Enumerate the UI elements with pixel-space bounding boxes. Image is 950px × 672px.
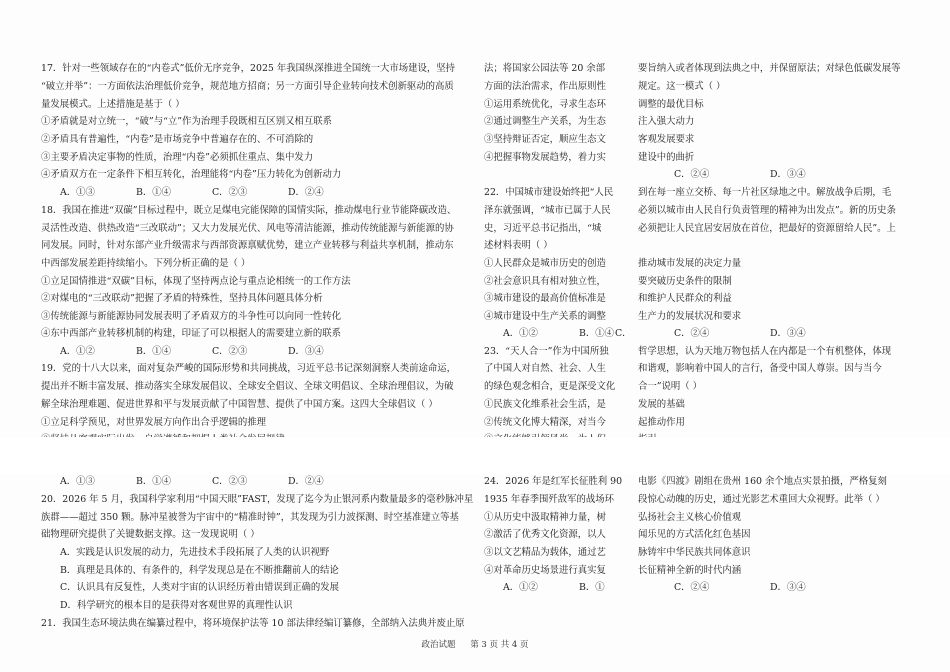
option-b: B．①④ (579, 328, 615, 339)
q18-line: ③传统能源与新能源协同发展表明了矛盾双方的斗争性可以向同一性转化 (41, 311, 342, 322)
q24-line: 24．2026 年是红军长征胜利 90 (484, 476, 623, 487)
q22-right-line: 和维护人民群众的利益 (638, 293, 732, 304)
q23-line: 23．“天人合一”作为中国所独 (484, 346, 609, 357)
footer-subject: 政治试题 (421, 640, 456, 650)
q17-line: 17．针对一些领域存在的“内卷式”低价无序竞争，2025 年我国纵深推进全国统一大市场建设，坚持 (41, 63, 455, 74)
q21-right-line: 调整的最优目标 (638, 99, 704, 110)
q22-line: ③城市建设的最高价值标准是 (484, 293, 606, 304)
option-a: A．①② (503, 328, 538, 339)
q24-line: ①从历史中汲取精神力量，树 (484, 512, 606, 523)
option-b: B．①④ (136, 346, 172, 357)
q21-cont-line: 方面的法治需求，作出原则性 (484, 81, 606, 92)
option-c: C．②③ (212, 346, 248, 357)
page-gap (0, 437, 950, 475)
q18-line: ①立足国情推进“双碳”目标，体现了坚持两点论与重点论相统一的工作方法 (41, 276, 351, 287)
q22-line: 泽东就强调，“城市已属于人民 (484, 205, 611, 216)
q22-right-line: 生产力的发展状况和要求 (638, 311, 742, 322)
q22-right-line: 必须以城市由人民自行负责管理的精神为出发点”。新的历史条 (638, 205, 896, 216)
q18-line: ④东中西部产业转移机制的构建，印证了可以根据人的需要建立新的联系 (41, 328, 342, 339)
q19-line: ①立足科学预见，对世界发展方向作出合乎逻辑的推理 (41, 417, 267, 428)
q23-right-line: 合一”说明（ ） (638, 381, 703, 392)
option-b: B．①④ (136, 476, 172, 487)
q20-line: 族群——超过 350 颗。脉冲星被誉为宇宙中的“精准时钟”，其发现为引力波探测、时空基准建立等基 (41, 512, 459, 523)
option-a: A．①③ (60, 476, 95, 487)
q21-cont-line: ①运用系统优化，寻求生态环 (484, 99, 606, 110)
option-d: D．③④ (288, 346, 324, 357)
q17-line: 量发展模式。上述措施是基于（ ） (41, 99, 185, 110)
option-c: C．②③ (212, 476, 248, 487)
q21-cont-line: ③坚持辩证否定，顺应生态文 (484, 134, 606, 145)
q19-line: 提出并不断丰富发展、推动落实全球发展倡议、全球安全倡议、全球文明倡议、全球治理倡议，为破 (41, 381, 454, 392)
q23-line: 的绿色观念相合，更是深受文化 (484, 381, 616, 392)
q22-right-line: 到在每一座立交桥、每一片社区绿地之中。解放战争后期，毛 (638, 187, 892, 198)
q24-line: ②激活了优秀文化资源，以人 (484, 529, 606, 540)
q24-right-line: 脉铸牢中华民族共同体意识 (638, 547, 751, 558)
q18-line: 同发展。同时，针对东部产业升级需求与西部资源禀赋优势，建立产业转移与利益共享机制，推动东 (41, 240, 454, 251)
q21-right-line: 建设中的曲折 (638, 152, 695, 163)
option-c: C．②④ (674, 328, 710, 339)
q19-options (60, 475, 364, 488)
q17-line: “破立并举”：一方面依法治理低价竞争，规范地方招商；另一方面引导企业转向技术创新驱动的高质 (41, 81, 454, 92)
q24-line: ③以文艺精品为载体，通过艺 (484, 547, 606, 558)
q24-right-line: 段惊心动魄的历史，通过光影艺术重回大众视野。此举（ ） (638, 494, 885, 505)
q21-right-line: 规定。这一模式（ ） (638, 81, 726, 92)
q22-line: 史，习近平总书记指出，“城 (484, 223, 602, 234)
q24-options (503, 581, 605, 594)
q21-right-line: 注入强大动力 (638, 116, 695, 127)
q22-line: ①人民群众是城市历史的创造 (484, 258, 606, 269)
option-d: D．②④ (288, 187, 324, 198)
q23-right-line: 哲学思想，认为天地万物包括人在内都是一个有机整体，体现 (638, 346, 892, 357)
left-column-top (41, 62, 469, 442)
option-a: A．①③ (60, 187, 95, 198)
q19-line: 19．党的十八大以来，面对复杂严峻的国际形势和共同挑战，习近平总书记深刻洞察人类前途命运， (41, 363, 457, 374)
q22-right-options (674, 327, 846, 340)
option-b: B．① (579, 582, 605, 593)
q21-right-line: 要旨纳入或者体现到法典之中，并保留原法；对绿色低碳发展等 (638, 63, 901, 74)
q21-right-line: 客观发展要求 (638, 134, 695, 145)
q22-right-line: 必须把让人民宜居安居放在首位，把最好的资源留给人民”。上 (638, 223, 896, 234)
q20-option: D．科学研究的根本目的是获得对客观世界的真理性认识 (60, 600, 293, 611)
option-c: C．②③ (212, 187, 248, 198)
option-a: A．①② (503, 582, 538, 593)
q17-line: ①矛盾就是对立统一，“破”与“立”作为治理手段既相互区别又相互联系 (41, 116, 333, 127)
q20-option: C．认识具有反复性，人类对宇宙的认识经历着由错误到正确的发展 (60, 582, 340, 593)
option-d: D．③④ (770, 582, 806, 593)
q24-right-options (674, 581, 846, 594)
option-d: D．②④ (288, 476, 324, 487)
q20-line: 础物理研究提供了关键数据支撑。这一发现说明（ ） (41, 529, 260, 540)
q24-right-line: 长征精神全新的时代内涵 (638, 565, 742, 576)
q19-line: 解全球治理难题、促进世界和平与发展贡献了中国智慧、提供了中国方案。这四大全球倡议（ ） (41, 399, 438, 410)
middle-column-top (484, 62, 632, 442)
q18-line: 灵活性改造、供热改造“三改联动”；又大力发展光伏、风电等清洁能源，推动传统能源与新能源的协 (41, 223, 454, 234)
q21-cont-line: 法；将国家公园法等 20 余部 (484, 63, 606, 74)
q20-option: A．实践是认识发展的动力，先进技术手段拓展了人类的认识视野 (60, 547, 330, 558)
q22-right-line: 推动城市发展的决定力量 (638, 258, 742, 269)
q23-right-line: 起推动作用 (638, 417, 685, 428)
q17-line: ③主要矛盾决定事物的性质，治理“内卷”必须抓住重点、集中发力 (41, 152, 314, 163)
q21-line: 21．我国生态环境法典在编纂过程中，将环境保护法等 10 部法律经编订纂修，全部纳入法典并废止原 (41, 618, 465, 629)
middle-column-bottom (484, 475, 623, 605)
q21-cont-line: ②通过调整生产关系，为生态 (484, 116, 606, 127)
q22-line: 述材料表明（ ） (484, 240, 553, 251)
right-column-bottom (638, 475, 928, 605)
q23-right-line: 发展的基础 (638, 399, 685, 410)
q17-line: ④矛盾双方在一定条件下相互转化，治理能将“内卷”压力转化为创新动力 (41, 169, 342, 180)
right-column-top (638, 62, 928, 442)
option-c: C． (615, 328, 632, 339)
q18-line: ②对煤电的“三改联动”把握了矛盾的特殊性，坚持具体问题具体分析 (41, 293, 323, 304)
option-b: B．①④ (136, 187, 172, 198)
q22-options (503, 327, 635, 340)
q24-right-line: 闻乐见的方式活化红色基因 (638, 529, 751, 540)
q21-cont-line: ④把握事物发展趋势，着力实 (484, 152, 606, 163)
q22-right-line: 要突破历史条件的限制 (638, 276, 732, 287)
q22-line: ②社会意识具有相对独立性， (484, 276, 606, 287)
option-d: D．③④ (770, 169, 806, 180)
q20-option: B．真理是具体的、有条件的，科学发现总是在不断推翻前人的结论 (60, 565, 339, 576)
option-c: C．②④ (674, 582, 710, 593)
q23-line: ②传统文化博大精深，对当今 (484, 417, 606, 428)
q24-right-line: 电影《四渡》剧组在贵州 160 余个地点实景拍摄，严格复刻 (638, 476, 887, 487)
q22-line: ④城市建设中生产关系的调整 (484, 311, 606, 322)
footer-page-number: 第 3 页 共 4 页 (470, 640, 529, 650)
left-column-bottom (41, 475, 474, 635)
q23-line: 了中国人对自然、社会、人生 (484, 363, 606, 374)
option-d: D．③④ (770, 328, 806, 339)
q18-line: 中西部发展差距持续缩小。下列分析正确的是（ ） (41, 258, 251, 269)
q21-right-options (674, 168, 846, 181)
q22-line: 22．中国城市建设始终把“人民 (484, 187, 614, 198)
page-footer (0, 638, 950, 650)
q23-right-line: 和谐观，影响着中国人的言行，备受中国人尊崇。因与当今 (638, 363, 882, 374)
q20-line: 20．2026 年 5 月，我国科学家利用“中国天眼”FAST，发现了迄今为止银河系内数量最多的毫秒脉冲星 (41, 494, 474, 505)
option-a: A．①② (60, 346, 95, 357)
option-c: C．②④ (674, 169, 710, 180)
q24-line: 1935 年春季围歼敌军的战场环 (484, 494, 614, 505)
q17-options (60, 186, 364, 199)
q18-options (60, 345, 364, 358)
q17-line: ②矛盾具有普遍性，“内卷”是市场竞争中普遍存在的、不可消除的 (41, 134, 314, 145)
q24-right-line: 弘扬社会主义核心价值观 (638, 512, 742, 523)
q18-line: 18．我国在推进“双碳”目标过程中，既立足煤电完能保障的国情实际，推动煤电行业节能降碳改造、 (41, 205, 457, 216)
q24-line: ④对革命历史场景进行真实复 (484, 565, 606, 576)
q23-line: ①民族文化维系社会生活，是 (484, 399, 606, 410)
